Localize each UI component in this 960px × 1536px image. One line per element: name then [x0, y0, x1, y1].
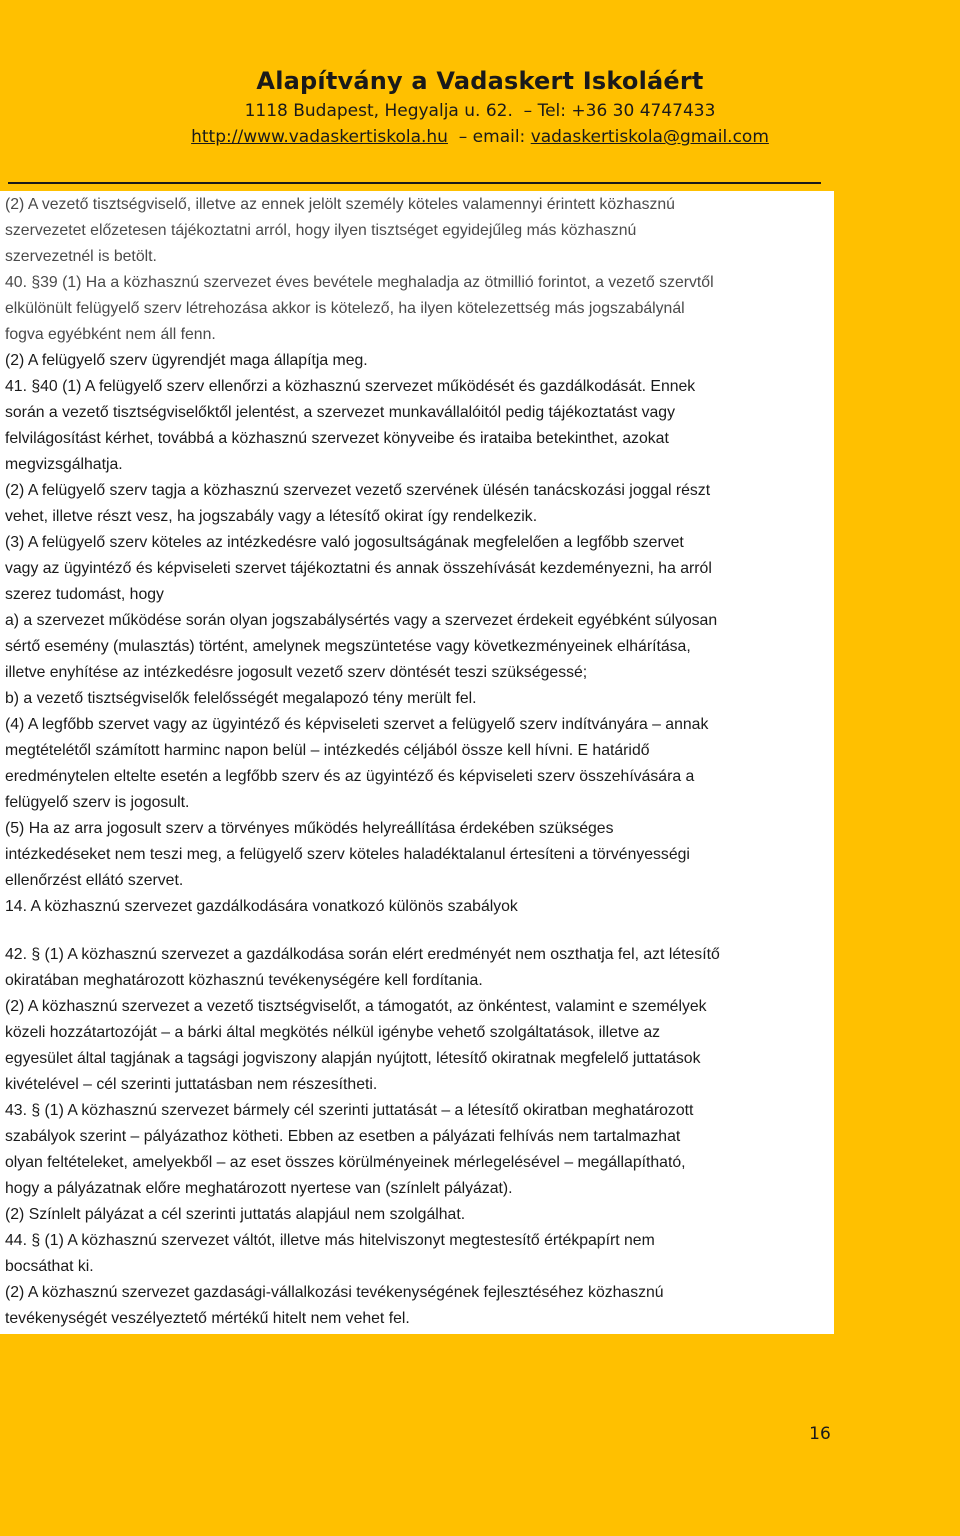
text-line: (2) A felügyelő szerv tagja a közhasznú szervezet vezető szervének ülésén tanácskozási joggal részt	[5, 482, 711, 499]
text-line: szervezetnél is betölt.	[5, 248, 157, 265]
text-line: fogva egyébként nem áll fenn.	[5, 326, 216, 343]
text-line: hogy a pályázatnak előre meghatározott nyertese van (színlelt pályázat).	[5, 1180, 513, 1197]
text-line: illetve enyhítése az intézkedésre jogosult vezető szerv döntését teszi szükségessé;	[5, 664, 588, 681]
email-label: email:	[472, 127, 526, 147]
web-line: http://www.vadaskertiskola.hu – email: vadaskertiskola@gmail.com	[191, 127, 769, 147]
header-divider	[8, 182, 821, 184]
text-line: sértő esemény (mulasztás) történt, amelynek megszüntetése vagy következményeinek elhárítása,	[5, 638, 691, 655]
text-line: (2) A felügyelő szerv ügyrendjét maga állapítja meg.	[5, 352, 368, 369]
text-line: a) a szervezet működése során olyan jogszabálysértés vagy a szervezet érdekeit egyébként súlyosan	[5, 612, 718, 629]
text-line: megvizsgálhatja.	[5, 456, 123, 473]
organization-name: Alapítvány a Vadaskert Iskoláért	[256, 67, 704, 95]
text-line: (2) A közhasznú szervezet a vezető tisztségviselőt, a támogatót, az önkéntest, valamint e személyek	[5, 998, 707, 1015]
text-line: (2) A vezető tisztségviselő, illetve az ennek jelölt személy köteles valamennyi érintett közhasznú	[5, 196, 675, 213]
email-link[interactable]: vadaskertiskola@gmail.com	[530, 127, 769, 147]
text-line: 44. § (1) A közhasznú szervezet váltót, illetve más hitelviszonyt megtestesítő értékpapírt nem	[5, 1232, 655, 1249]
text-line: felvilágosítást kérhet, továbbá a közhasznú szervezet könyveibe és irataiba betekinthet, azokat	[5, 430, 669, 447]
text-line: egyesület által tagjának a tagsági jogviszony alapján nyújtott, létesítő okiratnak megfelelő juttatások	[5, 1050, 701, 1067]
text-line: során a vezető tisztségviselőktől jelentést, a szervezet munkavállalóitól pedig tájékoztatást vagy	[5, 404, 675, 421]
text-line: (5) Ha az arra jogosult szerv a törvényes működés helyreállítása érdekében szükséges	[5, 820, 614, 837]
text-line: tevékenységét veszélyeztető mértékű hitelt nem vehet fel.	[5, 1310, 410, 1327]
text-line: vagy az ügyintéző és képviseleti szervet tájékoztatni és annak összehívását kezdeményezni, ha arról	[5, 560, 712, 577]
text-line: elkülönült felügyelő szerv létrehozása akkor is kötelező, ha ilyen kötelezettség más jogszabálynál	[5, 300, 685, 317]
text-line: (3) A felügyelő szerv köteles az intézkedésre való jogosultságának megfelelően a legfőbb szervet	[5, 534, 684, 551]
page-number: 16	[809, 1424, 831, 1444]
text-line: olyan feltételeket, amelyekből – az eset összes körülményeinek mérlegelésével – megállapítható,	[5, 1154, 686, 1171]
website-link[interactable]: http://www.vadaskertiskola.hu	[191, 127, 448, 147]
text-line: megtételétől számított harminc napon belül – intézkedés céljából össze kell hívni. E határidő	[5, 742, 650, 759]
text-line: szabályok szerint – pályázathoz kötheti. Ebben az esetben a pályázati felhívás nem tartalmazhat	[5, 1128, 681, 1145]
text-line: 40. §39 (1) Ha a közhasznú szervezet éves bevétele meghaladja az ötmillió forintot, a vezető szervtől	[5, 274, 714, 291]
text-line: okiratában meghatározott közhasznú tevékenységére kell fordítania.	[5, 972, 483, 989]
text-line: 42. § (1) A közhasznú szervezet a gazdálkodása során elért eredményét nem oszthatja fel, azt létesítő	[5, 946, 720, 963]
text-line: szerez tudomást, hogy	[5, 586, 164, 603]
text-line: 14. A közhasznú szervezet gazdálkodására vonatkozó különös szabályok	[5, 898, 518, 915]
text-line: 43. § (1) A közhasznú szervezet bármely cél szerinti juttatását – a létesítő okiratban meghatározott	[5, 1102, 694, 1119]
text-line: felügyelő szerv is jogosult.	[5, 794, 190, 811]
text-line: (2) Színlelt pályázat a cél szerinti juttatás alapjául nem szolgálhat.	[5, 1206, 466, 1223]
text-line: 41. §40 (1) A felügyelő szerv ellenőrzi a közhasznú szervezet működését és gazdálkodását. Ennek	[5, 378, 696, 395]
text-line: kivételével – cél szerinti juttatásban nem részesítheti.	[5, 1076, 378, 1093]
address: 1118 Budapest, Hegyalja u. 62.	[244, 101, 513, 121]
text-line: közeli hozzátartozóját – a bárki által megkötés nélkül igénybe vehető szolgáltatások, illetve az	[5, 1024, 661, 1041]
text-line: (4) A legfőbb szervet vagy az ügyintéző és képviseleti szervet a felügyelő szerv indítványára – annak	[5, 716, 709, 733]
text-line: vehet, illetve részt vesz, ha jogszabály vagy a létesítő okirat így rendelkezik.	[5, 508, 538, 525]
text-line: bocsáthat ki.	[5, 1258, 94, 1275]
text-line: intézkedéseket nem teszi meg, a felügyelő szerv köteles haladéktalanul értesíteni a törvényességi	[5, 846, 690, 863]
text-line: (2) A közhasznú szervezet gazdasági-vállalkozási tevékenységének fejlesztéséhez közhasznú	[5, 1284, 664, 1301]
letterhead	[0, 64, 960, 150]
text-line: b) a vezető tisztségviselők felelősségét megalapozó tény merült fel.	[5, 690, 477, 707]
text-line: szervezetet előzetesen tájékoztatni arról, hogy ilyen tisztséget egyidejűleg más közhasznú	[5, 222, 637, 239]
text-line: ellenőrzést ellátó szervet.	[5, 872, 184, 889]
contact-line: 1118 Budapest, Hegyalja u. 62. – Tel: +36 30 4747433	[244, 101, 716, 121]
phone: Tel: +36 30 4747433	[537, 101, 716, 121]
text-line: eredménytelen eltelte esetén a legfőbb szerv és az ügyintéző és képviseleti szerv összehívására a	[5, 768, 695, 785]
